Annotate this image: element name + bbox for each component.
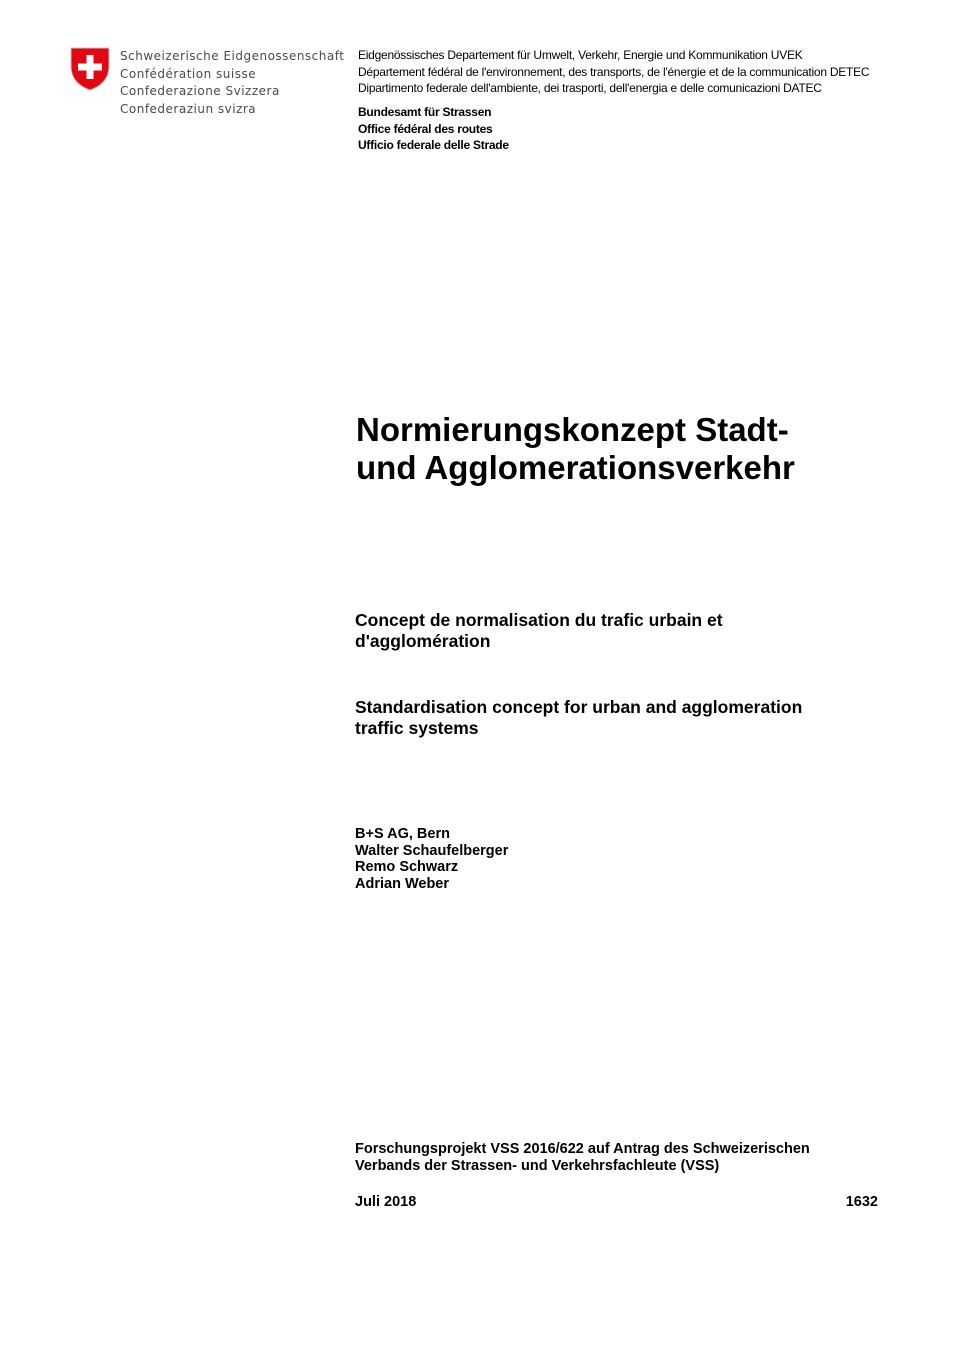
author-list (355, 826, 508, 893)
confederation-name-de: Schweizerische Eidgenossenschaft (120, 49, 345, 63)
author-name: Adrian Weber (355, 876, 450, 893)
office-block (358, 104, 509, 154)
author-company: B+S AG, Bern (355, 826, 450, 842)
author-name: Walter Schaufelberger (355, 842, 509, 859)
research-project-line-2: Verbands der Strassen- und Verkehrsfachleute (VSS) (355, 1158, 720, 1174)
subtitle-french-line-2: d'agglomération (355, 631, 491, 651)
author-name: Remo Schwarz (355, 859, 459, 876)
confederation-name-it: Confederazione Svizzera (120, 84, 280, 98)
subtitle-french (355, 610, 875, 652)
report-number: 1632 (845, 1194, 878, 1210)
research-project-line-1: Forschungsprojekt VSS 2016/622 auf Antrag des Schweizerischen (355, 1141, 810, 1157)
research-project-note (355, 1141, 895, 1175)
department-block (358, 47, 869, 97)
confederation-name-rm: Confederaziun svizra (120, 101, 257, 116)
subtitle-english-line-2: traffic systems (355, 718, 479, 738)
report-title (356, 411, 876, 487)
publication-date: Juli 2018 (355, 1194, 417, 1210)
office-line-fr: Office fédéral des routes (358, 121, 493, 136)
report-title-line-2: und Agglomerationsverkehr (356, 449, 795, 486)
subtitle-english (355, 697, 875, 739)
office-line-de: Bundesamt für Strassen (358, 105, 492, 119)
department-line-it: Dipartimento federale dell'ambiente, dei trasporti, dell'energia e delle comunicazioni DATEC (358, 81, 822, 95)
confederation-names (120, 48, 344, 118)
department-line-fr: Département fédéral de l'environnement, des transports, de l'énergie et de la communication DETEC (358, 64, 870, 79)
department-line-de: Eidgenössisches Departement für Umwelt, Verkehr, Energie und Kommunikation UVEK (358, 48, 803, 62)
subtitle-english-line-1: Standardisation concept for urban and agglomeration (355, 697, 803, 717)
confederation-name-fr: Confédération suisse (120, 66, 257, 81)
swiss-coat-of-arms-icon (70, 47, 110, 91)
report-title-line-1: Normierungskonzept Stadt- (356, 411, 789, 448)
office-line-it: Ufficio federale delle Strade (358, 138, 509, 152)
subtitle-french-line-1: Concept de normalisation du trafic urbain et (355, 610, 723, 630)
